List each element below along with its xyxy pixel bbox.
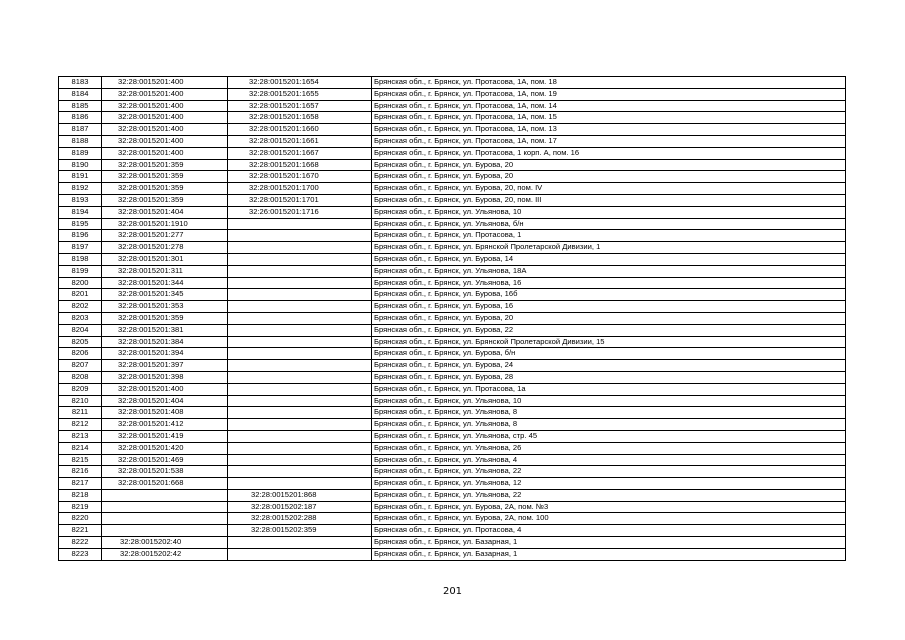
row-number-cell: 8186: [59, 112, 102, 124]
address-cell: Брянская обл., г. Брянск, ул. Протасова, 1А, пом. 19: [372, 88, 846, 100]
table-row: [59, 183, 846, 195]
cadastral-number-cell: [228, 371, 372, 383]
cadastral-number-cell: 32:28:0015202:288: [228, 513, 372, 525]
page-number: 201: [442, 586, 463, 597]
address-cell: Брянская обл., г. Брянск, ул. Брянской Пролетарской Дивизии, 1: [372, 242, 846, 254]
cadastral-number-cell: 32:28:0015201:1661: [228, 135, 372, 147]
row-number-cell: 8192: [59, 183, 102, 195]
row-number-cell: 8218: [59, 489, 102, 501]
cadastral-number-cell: [228, 253, 372, 265]
table-row: [59, 454, 846, 466]
row-number-cell: 8209: [59, 383, 102, 395]
table-row: [59, 537, 846, 549]
address-cell: Брянская обл., г. Брянск, ул. Ульянова, 8: [372, 407, 846, 419]
parent-cadastral-number-cell: 32:28:0015201:400: [102, 147, 228, 159]
table-body: [59, 77, 846, 561]
cadastral-number-cell: [228, 478, 372, 490]
table-row: [59, 419, 846, 431]
row-number-cell: 8221: [59, 525, 102, 537]
row-number-cell: 8187: [59, 124, 102, 136]
parent-cadastral-number-cell: 32:28:0015201:301: [102, 253, 228, 265]
table-row: [59, 430, 846, 442]
table-row: [59, 171, 846, 183]
cadastral-number-cell: 32:28:0015201:1655: [228, 88, 372, 100]
table-row: [59, 407, 846, 419]
row-number-cell: 8191: [59, 171, 102, 183]
cadastral-number-cell: [228, 430, 372, 442]
address-cell: Брянская обл., г. Брянск, ул. Бурова, 16: [372, 301, 846, 313]
address-cell: Брянская обл., г. Брянск, ул. Ульянова, 26: [372, 442, 846, 454]
row-number-cell: 8203: [59, 312, 102, 324]
row-number-cell: 8199: [59, 265, 102, 277]
cadastral-number-cell: [228, 360, 372, 372]
parent-cadastral-number-cell: 32:28:0015201:400: [102, 383, 228, 395]
address-cell: Брянская обл., г. Брянск, ул. Протасова, 1А, пом. 13: [372, 124, 846, 136]
cadastral-number-cell: 32:28:0015201:1670: [228, 171, 372, 183]
cadastral-number-cell: 32:28:0015201:1668: [228, 159, 372, 171]
row-number-cell: 8208: [59, 371, 102, 383]
address-cell: Брянская обл., г. Брянск, ул. Бурова, 24: [372, 360, 846, 372]
parent-cadastral-number-cell: 32:28:0015201:359: [102, 159, 228, 171]
address-cell: Брянская обл., г. Брянск, ул. Базарная, 1: [372, 548, 846, 560]
cadastral-number-cell: [228, 407, 372, 419]
table-row: [59, 442, 846, 454]
table-row: [59, 218, 846, 230]
parent-cadastral-number-cell: 32:28:0015201:420: [102, 442, 228, 454]
address-cell: Брянская обл., г. Брянск, ул. Протасова, 1А, пом. 15: [372, 112, 846, 124]
row-number-cell: 8183: [59, 77, 102, 89]
table-row: [59, 159, 846, 171]
parent-cadastral-number-cell: 32:28:0015201:400: [102, 135, 228, 147]
row-number-cell: 8202: [59, 301, 102, 313]
table-row: [59, 124, 846, 136]
parent-cadastral-number-cell: 32:28:0015201:394: [102, 348, 228, 360]
row-number-cell: 8185: [59, 100, 102, 112]
parent-cadastral-number-cell: 32:28:0015201:469: [102, 454, 228, 466]
parent-cadastral-number-cell: 32:28:0015201:538: [102, 466, 228, 478]
parent-cadastral-number-cell: 32:28:0015201:400: [102, 124, 228, 136]
address-cell: Брянская обл., г. Брянск, ул. Ульянова, 8: [372, 419, 846, 431]
parent-cadastral-number-cell: 32:28:0015201:404: [102, 395, 228, 407]
address-cell: Брянская обл., г. Брянск, ул. Брянской Пролетарской Дивизии, 15: [372, 336, 846, 348]
cadastral-number-cell: 32:26:0015201:1716: [228, 206, 372, 218]
row-number-cell: 8219: [59, 501, 102, 513]
cadastral-register-table: [58, 76, 846, 561]
table-row: [59, 489, 846, 501]
table-row: [59, 466, 846, 478]
cadastral-number-cell: [228, 277, 372, 289]
row-number-cell: 8204: [59, 324, 102, 336]
parent-cadastral-number-cell: 32:28:0015201:344: [102, 277, 228, 289]
address-cell: Брянская обл., г. Брянск, ул. Ульянова, 10: [372, 395, 846, 407]
row-number-cell: 8215: [59, 454, 102, 466]
parent-cadastral-number-cell: 32:28:0015201:277: [102, 230, 228, 242]
cadastral-number-cell: [228, 301, 372, 313]
table-row: [59, 112, 846, 124]
parent-cadastral-number-cell: 32:28:0015201:359: [102, 312, 228, 324]
parent-cadastral-number-cell: 32:28:0015201:1910: [102, 218, 228, 230]
cadastral-number-cell: [228, 548, 372, 560]
row-number-cell: 8217: [59, 478, 102, 490]
parent-cadastral-number-cell: 32:28:0015201:359: [102, 194, 228, 206]
table-row: [59, 348, 846, 360]
parent-cadastral-number-cell: 32:28:0015201:668: [102, 478, 228, 490]
parent-cadastral-number-cell: 32:28:0015201:311: [102, 265, 228, 277]
cadastral-number-cell: 32:28:0015201:1657: [228, 100, 372, 112]
table-row: [59, 242, 846, 254]
address-cell: Брянская обл., г. Брянск, ул. Ульянова, 22: [372, 489, 846, 501]
table-row: [59, 206, 846, 218]
cadastral-number-cell: [228, 324, 372, 336]
row-number-cell: 8211: [59, 407, 102, 419]
address-cell: Брянская обл., г. Брянск, ул. Ульянова, 12: [372, 478, 846, 490]
address-cell: Брянская обл., г. Брянск, ул. Бурова, 2А, пом. №3: [372, 501, 846, 513]
address-cell: Брянская обл., г. Брянск, ул. Ульянова, 16: [372, 277, 846, 289]
address-cell: Брянская обл., г. Брянск, ул. Бурова, 28: [372, 371, 846, 383]
parent-cadastral-number-cell: 32:28:0015201:398: [102, 371, 228, 383]
row-number-cell: 8212: [59, 419, 102, 431]
parent-cadastral-number-cell: 32:28:0015201:353: [102, 301, 228, 313]
table-row: [59, 100, 846, 112]
row-number-cell: 8214: [59, 442, 102, 454]
table-row: [59, 253, 846, 265]
address-cell: Брянская обл., г. Брянск, ул. Бурова, б/н: [372, 348, 846, 360]
table-row: [59, 336, 846, 348]
parent-cadastral-number-cell: [102, 513, 228, 525]
parent-cadastral-number-cell: 32:28:0015201:397: [102, 360, 228, 372]
parent-cadastral-number-cell: 32:28:0015201:400: [102, 77, 228, 89]
address-cell: Брянская обл., г. Брянск, ул. Протасова, 1а: [372, 383, 846, 395]
table-row: [59, 525, 846, 537]
row-number-cell: 8195: [59, 218, 102, 230]
parent-cadastral-number-cell: [102, 525, 228, 537]
table-row: [59, 360, 846, 372]
table-row: [59, 548, 846, 560]
table-row: [59, 289, 846, 301]
table-row: [59, 513, 846, 525]
address-cell: Брянская обл., г. Брянск, ул. Бурова, 20, пом. IV: [372, 183, 846, 195]
address-cell: Брянская обл., г. Брянск, ул. Ульянова, б/н: [372, 218, 846, 230]
address-cell: Брянская обл., г. Брянск, ул. Протасова, 1 корп. А, пом. 16: [372, 147, 846, 159]
table-row: [59, 395, 846, 407]
row-number-cell: 8216: [59, 466, 102, 478]
parent-cadastral-number-cell: 32:28:0015202:42: [102, 548, 228, 560]
address-cell: Брянская обл., г. Брянск, ул. Ульянова, 22: [372, 466, 846, 478]
address-cell: Брянская обл., г. Брянск, ул. Бурова, 14: [372, 253, 846, 265]
row-number-cell: 8194: [59, 206, 102, 218]
row-number-cell: 8198: [59, 253, 102, 265]
table-row: [59, 77, 846, 89]
cadastral-number-cell: 32:28:0015202:359: [228, 525, 372, 537]
cadastral-number-cell: [228, 348, 372, 360]
cadastral-number-cell: 32:28:0015201:1700: [228, 183, 372, 195]
address-cell: Брянская обл., г. Брянск, ул. Протасова, 1А, пом. 17: [372, 135, 846, 147]
row-number-cell: 8220: [59, 513, 102, 525]
parent-cadastral-number-cell: 32:28:0015201:400: [102, 88, 228, 100]
address-cell: Брянская обл., г. Брянск, ул. Бурова, 20: [372, 171, 846, 183]
cadastral-number-cell: [228, 242, 372, 254]
row-number-cell: 8210: [59, 395, 102, 407]
table-row: [59, 478, 846, 490]
cadastral-number-cell: [228, 230, 372, 242]
address-cell: Брянская обл., г. Брянск, ул. Протасова, 1А, пом. 18: [372, 77, 846, 89]
row-number-cell: 8206: [59, 348, 102, 360]
address-cell: Брянская обл., г. Брянск, ул. Ульянова, 10: [372, 206, 846, 218]
cadastral-number-cell: [228, 336, 372, 348]
cadastral-number-cell: [228, 454, 372, 466]
cadastral-number-cell: [228, 466, 372, 478]
cadastral-number-cell: 32:28:0015201:1660: [228, 124, 372, 136]
address-cell: Брянская обл., г. Брянск, ул. Ульянова, 18А: [372, 265, 846, 277]
address-cell: Брянская обл., г. Брянск, ул. Бурова, 20: [372, 159, 846, 171]
cadastral-number-cell: 32:28:0015201:868: [228, 489, 372, 501]
row-number-cell: 8184: [59, 88, 102, 100]
cadastral-number-cell: [228, 419, 372, 431]
cadastral-number-cell: [228, 383, 372, 395]
parent-cadastral-number-cell: 32:28:0015201:400: [102, 112, 228, 124]
address-cell: Брянская обл., г. Брянск, ул. Ульянова, стр. 45: [372, 430, 846, 442]
row-number-cell: 8190: [59, 159, 102, 171]
table-row: [59, 147, 846, 159]
table-row: [59, 383, 846, 395]
parent-cadastral-number-cell: 32:28:0015201:345: [102, 289, 228, 301]
parent-cadastral-number-cell: 32:28:0015201:400: [102, 100, 228, 112]
parent-cadastral-number-cell: 32:28:0015202:40: [102, 537, 228, 549]
address-cell: Брянская обл., г. Брянск, ул. Бурова, 2А, пом. 100: [372, 513, 846, 525]
cadastral-number-cell: 32:28:0015201:1654: [228, 77, 372, 89]
parent-cadastral-number-cell: 32:28:0015201:384: [102, 336, 228, 348]
cadastral-number-cell: 32:28:0015201:1658: [228, 112, 372, 124]
table-row: [59, 277, 846, 289]
address-cell: Брянская обл., г. Брянск, ул. Бурова, 16б: [372, 289, 846, 301]
row-number-cell: 8196: [59, 230, 102, 242]
table-row: [59, 301, 846, 313]
parent-cadastral-number-cell: 32:28:0015201:412: [102, 419, 228, 431]
parent-cadastral-number-cell: [102, 489, 228, 501]
row-number-cell: 8193: [59, 194, 102, 206]
row-number-cell: 8200: [59, 277, 102, 289]
cadastral-number-cell: [228, 218, 372, 230]
address-cell: Брянская обл., г. Брянск, ул. Бурова, 20, пом. III: [372, 194, 846, 206]
address-cell: Брянская обл., г. Брянск, ул. Протасова, 1: [372, 230, 846, 242]
cadastral-number-cell: [228, 442, 372, 454]
row-number-cell: 8223: [59, 548, 102, 560]
row-number-cell: 8188: [59, 135, 102, 147]
table-row: [59, 324, 846, 336]
row-number-cell: 8201: [59, 289, 102, 301]
address-cell: Брянская обл., г. Брянск, ул. Бурова, 20: [372, 312, 846, 324]
cadastral-number-cell: [228, 265, 372, 277]
cadastral-number-cell: 32:28:0015202:187: [228, 501, 372, 513]
table-row: [59, 501, 846, 513]
table-row: [59, 265, 846, 277]
cadastral-number-cell: [228, 312, 372, 324]
address-cell: Брянская обл., г. Брянск, ул. Протасова, 4: [372, 525, 846, 537]
parent-cadastral-number-cell: [102, 501, 228, 513]
parent-cadastral-number-cell: 32:28:0015201:359: [102, 171, 228, 183]
table-row: [59, 312, 846, 324]
table-row: [59, 371, 846, 383]
cadastral-number-cell: [228, 289, 372, 301]
table-row: [59, 135, 846, 147]
address-cell: Брянская обл., г. Брянск, ул. Базарная, 1: [372, 537, 846, 549]
address-cell: Брянская обл., г. Брянск, ул. Ульянова, 4: [372, 454, 846, 466]
row-number-cell: 8197: [59, 242, 102, 254]
parent-cadastral-number-cell: 32:28:0015201:278: [102, 242, 228, 254]
row-number-cell: 8222: [59, 537, 102, 549]
parent-cadastral-number-cell: 32:28:0015201:419: [102, 430, 228, 442]
address-cell: Брянская обл., г. Брянск, ул. Протасова, 1А, пом. 14: [372, 100, 846, 112]
row-number-cell: 8205: [59, 336, 102, 348]
table-row: [59, 194, 846, 206]
address-cell: Брянская обл., г. Брянск, ул. Бурова, 22: [372, 324, 846, 336]
parent-cadastral-number-cell: 32:28:0015201:404: [102, 206, 228, 218]
parent-cadastral-number-cell: 32:28:0015201:359: [102, 183, 228, 195]
cadastral-number-cell: 32:28:0015201:1701: [228, 194, 372, 206]
cadastral-number-cell: [228, 537, 372, 549]
row-number-cell: 8207: [59, 360, 102, 372]
row-number-cell: 8213: [59, 430, 102, 442]
cadastral-number-cell: [228, 395, 372, 407]
table-row: [59, 230, 846, 242]
row-number-cell: 8189: [59, 147, 102, 159]
parent-cadastral-number-cell: 32:28:0015201:408: [102, 407, 228, 419]
parent-cadastral-number-cell: 32:28:0015201:381: [102, 324, 228, 336]
cadastral-number-cell: 32:28:0015201:1667: [228, 147, 372, 159]
table-row: [59, 88, 846, 100]
